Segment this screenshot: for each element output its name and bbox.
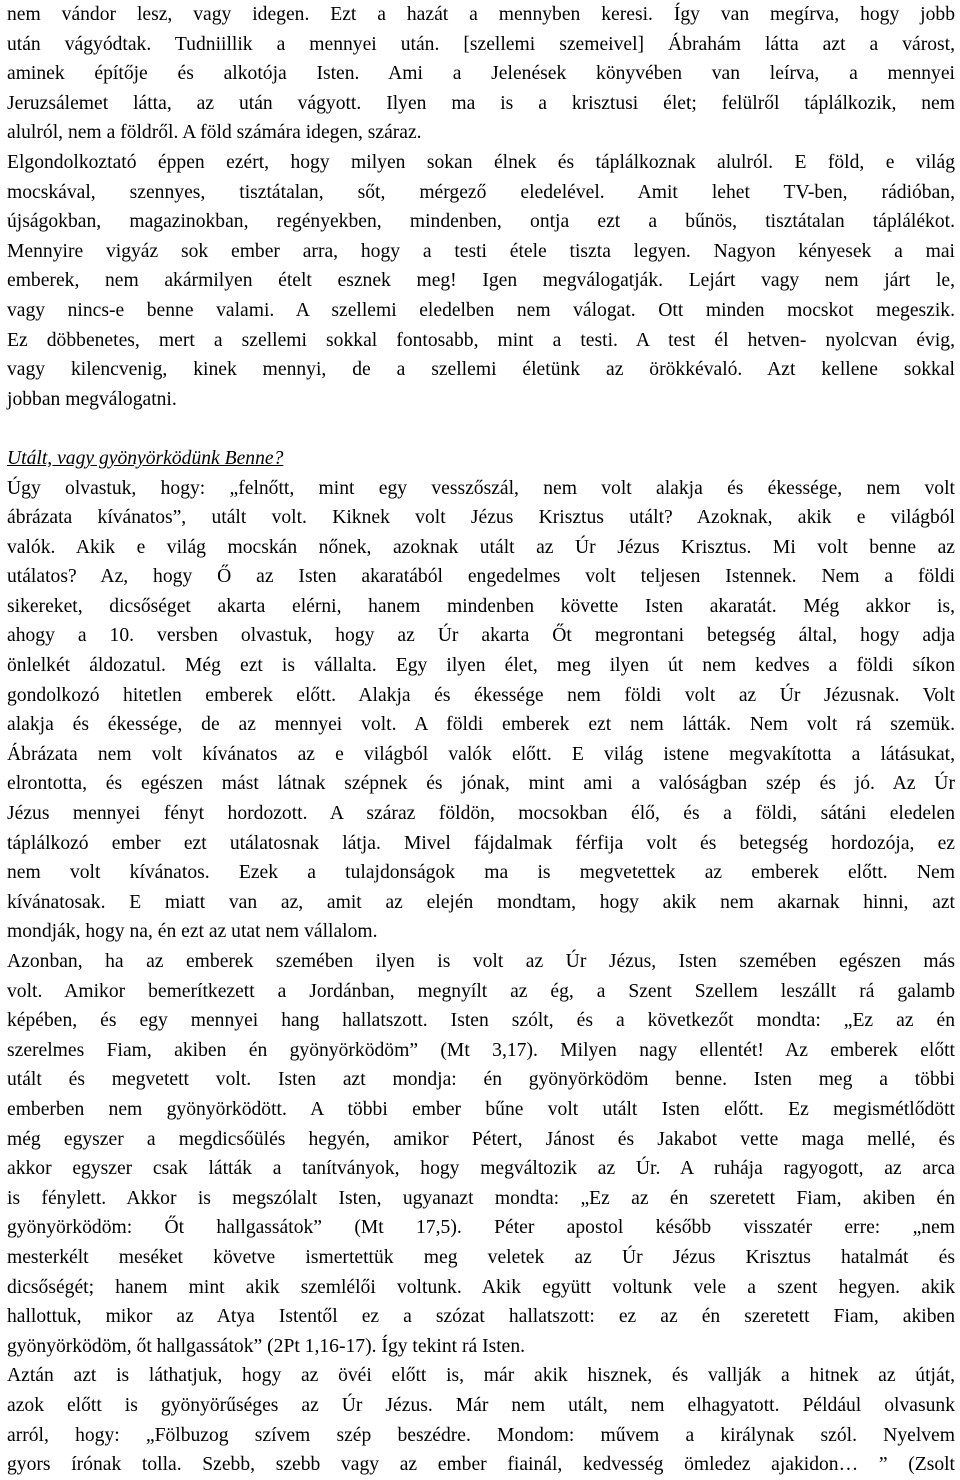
text-line: emberben nem gyönyörködött. A többi ember bűne volt utált Isten előtt. Ez megismétlődött bbox=[7, 1098, 955, 1120]
text-line: Úgy olvastuk, hogy: „felnőtt, mint egy vesszőszál, nem volt alakja és ékessége, nem volt bbox=[7, 477, 955, 499]
text-line: Jézus mennyei fényt hordozott. A száraz földön, mocsokban élő, és a földi, sátáni eledelen bbox=[7, 803, 955, 825]
text-line: emberek, nem akármilyen ételt esznek meg! Igen megválogatják. Lejárt vagy nem járt le, bbox=[7, 270, 955, 292]
text-line: Azonban, ha az emberek szemében ilyen is volt az Úr Jézus, Isten szemében egészen más bbox=[7, 951, 955, 972]
text-line: utálatos? Az, hogy Ő az Isten akaratából engedelmes volt teljesen Istennek. Nem a földi bbox=[7, 566, 955, 588]
text-line: mesterkélt meséket követve ismertettük meg veletek az Úr Jézus Krisztus hatalmát és bbox=[7, 1246, 955, 1268]
paragraph-4 bbox=[7, 1361, 955, 1479]
text-line: táplálkozó ember ezt utálatosnak látja. Mivel fájdalmak férfija volt és betegség hordozója, ez bbox=[7, 832, 955, 854]
text-line: volt. Amikor bemerítkezett a Jordánban, megnyílt az ég, a Szent Szellem leszállt rá galamb bbox=[7, 980, 955, 1002]
section-heading: Utált, vagy gyönyörködünk Benne? bbox=[7, 447, 284, 469]
text-line: Elgondolkoztató éppen ezért, hogy milyen sokan élnek és táplálkoznak alulról. E föld, e világ bbox=[7, 151, 955, 173]
text-line: valók. Akik e világ mocskán nőnek, azoknak utált az Úr Jézus Krisztus. Mi volt benne az bbox=[7, 536, 955, 558]
text-line: arról, hogy: „Fölbuzog szívem szép beszédre. Mondom: művem a királynak szól. Nyelvem bbox=[7, 1424, 955, 1446]
paragraph-1 bbox=[7, 0, 955, 414]
text-line: alulról, nem a földről. A föld számára idegen, száraz. bbox=[7, 122, 422, 144]
paragraph-2 bbox=[7, 474, 955, 948]
text-line: is fénylett. Akkor is megszólalt Isten, ugyanazt mondta: „Ez az én szeretett Fiam, akiben én bbox=[7, 1187, 955, 1209]
text-line: újságokban, magazinokban, regényekben, mindenben, ontja ezt a bűnös, tisztátalan táplálékot. bbox=[7, 211, 955, 233]
document-page bbox=[7, 0, 955, 1476]
text-line: szerelmes Fiam, akiben én gyönyörködöm” (Mt 3,17). Milyen nagy ellentét! Az emberek előtt bbox=[7, 1039, 955, 1061]
text-line: azok előtt is gyönyörűséges az Úr Jézus. Már nem utált, nem elhagyatott. Például olvasunk bbox=[7, 1394, 955, 1416]
text-line: nem vándor lesz, vagy idegen. Ezt a hazát a mennyben keresi. Így van megírva, hogy jobb bbox=[7, 4, 955, 25]
paragraph-gap bbox=[7, 414, 955, 444]
text-line: hallottuk, mikor az Atya Istentől ez a szózat hallatszott: ez az én szeretett Fiam, akiben bbox=[7, 1306, 955, 1328]
text-line: nem volt kívánatos. Ezek a tulajdonságok ma is megvetettek az emberek előtt. Nem bbox=[7, 862, 955, 884]
text-line: Jeruzsálemet látta, az után vágyott. Ilyen ma is a krisztusi élet; felülről táplálkozik, nem bbox=[7, 92, 955, 114]
text-line: képében, és egy mennyei hang hallatszott. Isten szólt, és a következőt mondta: „Ez az én bbox=[7, 1010, 955, 1032]
text-line: gondolkozó hitetlen emberek előtt. Alakja és ékessége nem földi volt az Úr Jézusnak. Volt bbox=[7, 684, 955, 706]
text-line: Ez döbbenetes, mert a szellemi sokkal fontosabb, mint a testi. A test él hetven- nyolcvan évig, bbox=[7, 329, 955, 351]
text-line: Aztán azt is láthatjuk, hogy az övéi előtt is, már akik hisznek, és vallják a hitnek az útját, bbox=[7, 1365, 955, 1387]
text-line: mondják, hogy na, én ezt az utat nem vállalom. bbox=[7, 921, 378, 943]
text-line: önlelkét áldozatul. Még ezt is vállalta. Egy ilyen élet, meg ilyen út nem kedves a földi síkon bbox=[7, 655, 955, 677]
text-line: Mennyire vigyáz sok ember arra, hogy a testi étele tiszta legyen. Nagyon kényesek a mai bbox=[7, 240, 955, 262]
text-line: gyors írónak tolla. Szebb, szebb vagy az ember fiainál, kedvesség ömledez ajakidon… ” (Zsolt bbox=[7, 1454, 955, 1476]
text-line: még egyszer a megdicsőülés hegyén, amikor Pétert, Jánost és Jakabot vette maga mellé, és bbox=[7, 1128, 955, 1150]
text-line: vagy nincs-e benne valami. A szellemi eledelben nem válogat. Ott minden mocskot megeszik. bbox=[7, 299, 955, 321]
text-line: aminek építője és alkotója Isten. Ami a Jelenések könyvében van leírva, a mennyei bbox=[7, 63, 955, 85]
text-line: Ábrázata nem volt kívánatos az e világból valók előtt. E világ istene megvakította a látásukat, bbox=[7, 743, 955, 765]
text-line: kívánatosak. E miatt van az, amit az elején mondtam, hogy akik nem akarnak hinni, azt bbox=[7, 891, 955, 913]
text-line: gyönyörködöm: Őt hallgassátok” (Mt 17,5). Péter apostol később visszatér erre: „nem bbox=[7, 1217, 955, 1239]
text-line: gyönyörködöm, őt hallgassátok” (2Pt 1,16-17). Így tekint rá Isten. bbox=[7, 1335, 526, 1357]
paragraph-3 bbox=[7, 947, 955, 1361]
text-line: ahogy a 10. versben olvastuk, hogy az Úr akarta Őt megrontani betegség által, hogy adja bbox=[7, 625, 955, 647]
text-line: jobban megválogatni. bbox=[7, 388, 177, 410]
text-line: dicsőségét; hanem mint akik szemlélői voltunk. Akik együtt voltunk vele a szent hegyen. akik bbox=[7, 1276, 955, 1298]
text-line: alakja és ékessége, de az mennyei volt. A földi emberek ezt nem látták. Nem volt rá szemük. bbox=[7, 714, 955, 736]
text-line: mocskával, szennyes, tisztátalan, sőt, mérgező eledelével. Amit lehet TV-ben, rádióban, bbox=[7, 181, 955, 203]
text-line: ábrázata kívánatos”, utált volt. Kiknek volt Jézus Krisztus utált? Azoknak, akik e világból bbox=[7, 507, 955, 529]
text-line: utált és megvetett volt. Isten azt mondja: én gyönyörködöm benne. Isten meg a többi bbox=[7, 1069, 955, 1091]
text-line: vagy kilencvenig, kinek mennyi, de a szellemi életünk az örökkévaló. Azt kellene sokkal bbox=[7, 359, 955, 381]
text-line: akkor egyszer csak látták a tanítványok, hogy megváltozik az Úr. A ruhája ragyogott, az arca bbox=[7, 1158, 955, 1180]
text-line: elrontotta, és egészen mást látnak szépnek és jónak, mint ami a valóságban szép és jó. Az Úr bbox=[7, 773, 955, 795]
text-line: után vágyódtak. Tudniillik a mennyei után. [szellemi szemeivel] Ábrahám látta azt a várost, bbox=[7, 33, 955, 55]
text-line: sikereket, dicsőséget akarta elérni, hanem mindenben követte Isten akaratát. Még akkor is, bbox=[7, 595, 955, 617]
